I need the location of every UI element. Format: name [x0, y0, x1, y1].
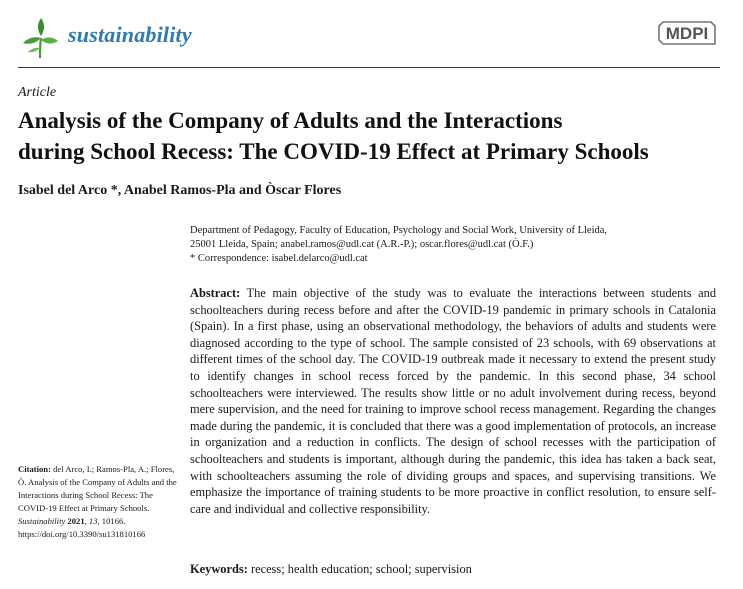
article-type: Article — [18, 85, 57, 100]
header-divider — [18, 67, 720, 68]
citation-volume: 13 — [88, 516, 98, 527]
affiliation-line-1: Department of Pedagogy, Faculty of Education, Psychology and Social Work, University of Lleida, — [190, 225, 608, 236]
plant-logo-icon — [20, 16, 60, 60]
affiliation — [190, 224, 710, 266]
journal-header — [0, 0, 743, 68]
abstract-text: The main objective of the study was to evaluate the interactions between students and schoolteachers during recess before and after the COVID-19 pandemic in primary schools in Catalonia (Spain). In a first phase, using an observational methodology, the behaviors of adults and students were diagnosed according to the type of school. The sample consisted of 23 schools, with 69 observations at different times of the school day. The COVID-19 outbreak made it necessary to extend the present study to identify changes in school recess forced by the pandemic. In this second phase, 34 school schoolteachers were interviewed. The results show little or no adult involvement during recess, beyond mere supervision, and the need for training to improve school recess management. Regarding the changes made during the pandemic, it is concluded that there was a good implementation of protocols, an increase in organization and a reduction in conflicts. The design of school recesses with the participation of schoolteachers and students is important, although during the pandemic, this idea has taken a back seat, with schoolteachers assuming the role of dividing groups and spaces, and supervising transitions. We emphasize the importance of training students to be more proactive in conflict resolution, to ensure self-care and individual and collective responsibility. — [190, 286, 717, 516]
keywords-label: Keywords: — [190, 562, 248, 576]
mdpi-logo[interactable] — [657, 18, 717, 48]
title-line-1: Analysis of the Company of Adults and the Interactions — [18, 108, 563, 133]
keywords-text: recess; health education; school; supervision — [250, 562, 472, 576]
citation-year: 2021 — [67, 516, 85, 527]
journal-name[interactable]: sustainability — [68, 22, 192, 47]
affiliation-line-2: 25001 Lleida, Spain; anabel.ramos@udl.cat (A.R.-P.); oscar.flores@udl.cat (Ò.F.) — [190, 239, 534, 250]
citation-label: Citation: — [18, 464, 51, 474]
title-line-2: during School Recess: The COVID-19 Effect at Primary Schools — [18, 139, 649, 164]
article-title — [18, 105, 728, 167]
abstract-label: Abstract: — [190, 286, 241, 300]
citation-doi[interactable]: , 10166. https://doi.org/10.3390/su131810166 — [18, 516, 146, 540]
authors: Isabel del Arco *, Anabel Ramos-Pla and Òscar Flores — [18, 183, 342, 198]
citation-journal: Sustainability — [18, 516, 66, 527]
abstract — [190, 285, 716, 517]
citation-text: del Arco, I.; Ramos-Pla, A.; Flores, Ò. Analysis of the Company of Adults and the Interactions during School Recess: The COVID-19 Effect at Primary Schools. — [18, 464, 177, 514]
mdpi-logo-text: MDPI — [665, 24, 709, 43]
correspondence: * Correspondence: isabel.delarco@udl.cat — [190, 253, 368, 264]
keywords — [190, 562, 472, 577]
citation: Citation: del Arco, I.; Ramos-Pla, A.; Flores, Ò. Analysis of the Company of Adults and the Interactions during School Recess: The COVID-19 Effect at Primary Schools. Sustainability 2021, 13, 10166. https://doi.org/10.3390/su131810166 — [18, 464, 177, 540]
